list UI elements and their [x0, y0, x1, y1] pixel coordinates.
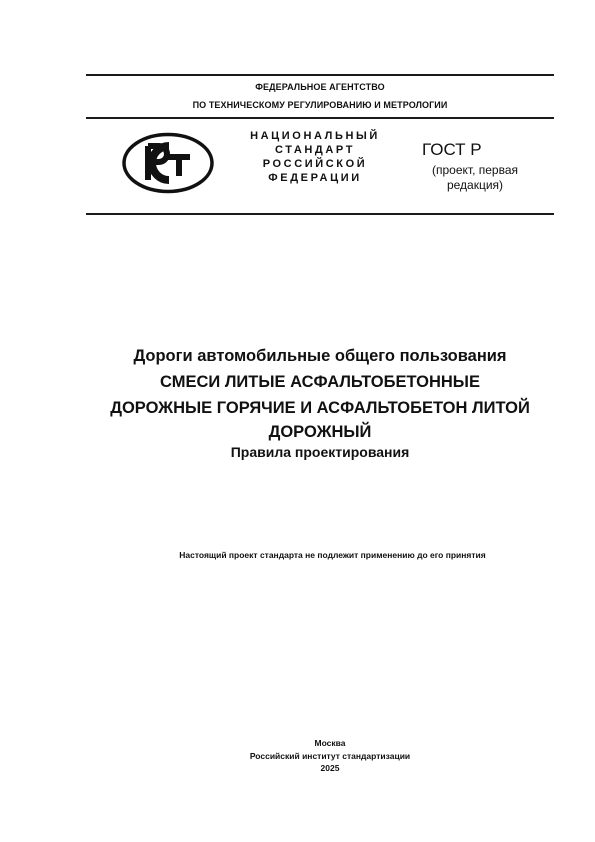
title-line-3: ДОРОЖНЫЕ ГОРЯЧИЕ И АСФАЛЬТОБЕТОН ЛИТОЙ	[110, 399, 530, 417]
footer-publisher: Российский институт стандартизации	[249, 751, 411, 761]
top-rule	[86, 74, 554, 76]
national-standard-line-2: СТАНДАРТ	[274, 144, 356, 156]
standard-status-line-1: (проект, первая	[432, 163, 518, 177]
footer-city: Москва	[314, 738, 346, 748]
agency-line-2: ПО ТЕХНИЧЕСКОМУ РЕГУЛИРОВАНИЮ И МЕТРОЛОГИИ	[192, 100, 448, 110]
rst-logo-icon	[121, 132, 215, 194]
subtitle: Правила проектирования	[230, 444, 410, 460]
national-standard-line-3: РОССИЙСКОЙ	[262, 158, 368, 170]
bottom-header-rule	[86, 213, 554, 215]
title-line-2: СМЕСИ ЛИТЫЕ АСФАЛЬТОБЕТОННЫЕ	[160, 373, 480, 391]
footer-year: 2025	[320, 763, 340, 773]
standard-code: ГОСТ Р	[422, 140, 482, 159]
title-line-1: Дороги автомобильные общего пользования	[133, 347, 507, 365]
standard-status-line-2: редакция)	[446, 178, 504, 192]
title-line-4: ДОРОЖНЫЙ	[268, 423, 372, 441]
national-standard-line-1: НАЦИОНАЛЬНЫЙ	[250, 130, 380, 142]
national-standard-line-4: ФЕДЕРАЦИИ	[268, 172, 362, 184]
draft-notice: Настоящий проект стандарта не подлежит применению до его принятия	[179, 550, 486, 560]
header-rule	[86, 117, 554, 119]
agency-line-1: ФЕДЕРАЛЬНОЕ АГЕНТСТВО	[255, 82, 385, 92]
